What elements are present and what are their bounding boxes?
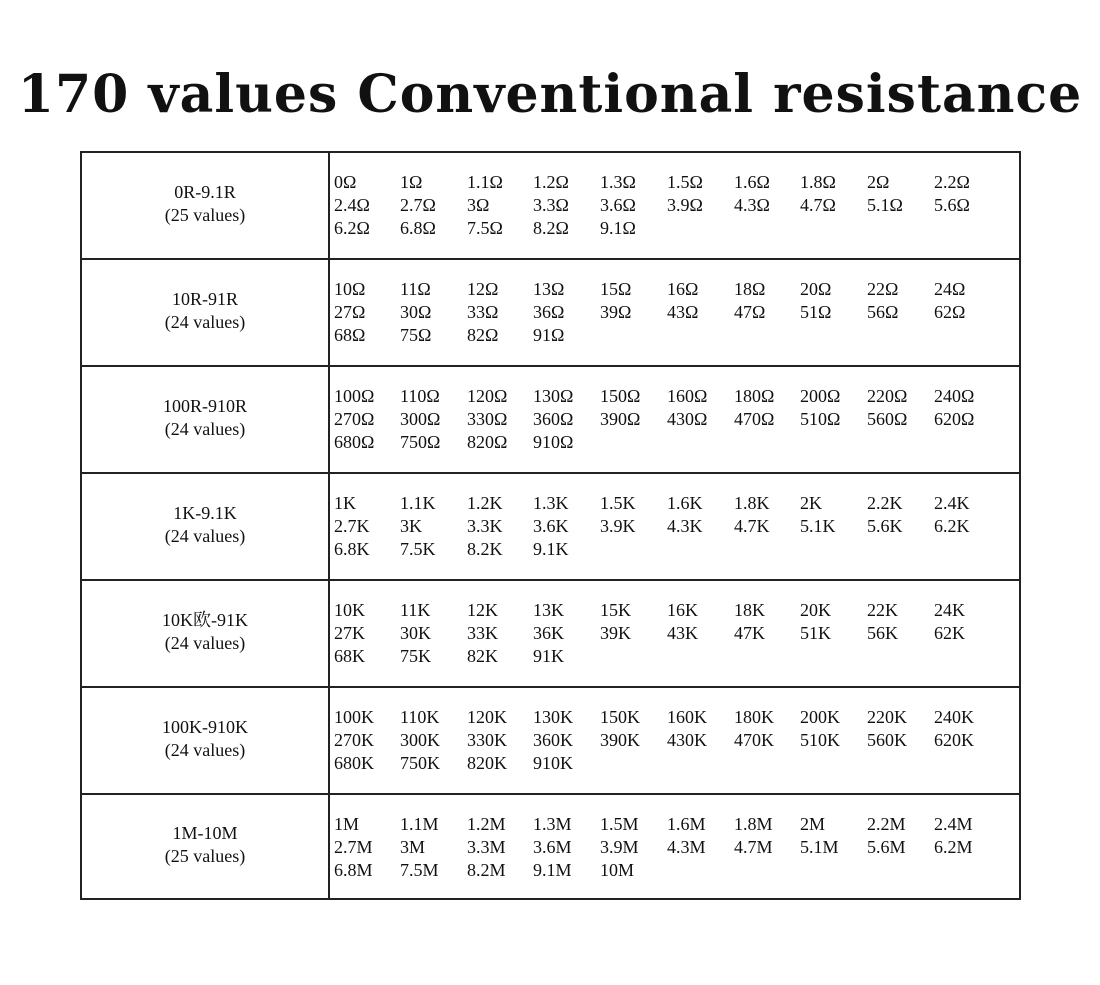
resistance-value: 2.2M	[867, 814, 906, 834]
table-row	[82, 581, 1019, 688]
resistance-value: 9.1M	[533, 860, 572, 880]
value-line	[334, 492, 1014, 515]
resistance-value: 11Ω	[400, 279, 431, 299]
values-cell	[332, 474, 1019, 579]
resistance-value: 1.6M	[667, 814, 706, 834]
resistance-value: 680Ω	[334, 432, 375, 452]
resistance-value: 22K	[867, 600, 898, 620]
resistance-value: 1.2Ω	[533, 172, 569, 192]
resistance-value: 4.7Ω	[800, 195, 836, 215]
values-cell	[332, 153, 1019, 258]
resistance-value: 150Ω	[600, 386, 641, 406]
resistance-value: 1.8Ω	[800, 172, 836, 192]
resistance-value: 150K	[600, 707, 640, 727]
resistance-value: 4.7K	[734, 516, 770, 536]
value-count: (25 values)	[164, 845, 246, 866]
resistance-value: 10Ω	[334, 279, 366, 299]
resistance-value: 1.6K	[667, 493, 703, 513]
resistance-value: 820Ω	[467, 432, 508, 452]
value-line	[334, 622, 1014, 645]
value-line	[334, 301, 1014, 324]
resistance-value: 5.1Ω	[867, 195, 903, 215]
resistance-value: 10K	[334, 600, 365, 620]
resistance-value: 6.8Ω	[400, 218, 436, 238]
resistance-value: 110K	[400, 707, 440, 727]
resistance-value: 390K	[600, 730, 640, 750]
values-cell	[332, 367, 1019, 472]
value-line	[334, 385, 1014, 408]
resistance-value: 3K	[400, 516, 422, 536]
range-cell	[82, 581, 330, 686]
resistance-value: 470Ω	[734, 409, 775, 429]
resistance-value: 27K	[334, 623, 365, 643]
resistance-value: 12K	[467, 600, 498, 620]
resistance-value: 30K	[400, 623, 431, 643]
resistance-value: 5.1M	[800, 837, 839, 857]
resistance-value: 3.3K	[467, 516, 503, 536]
value-line	[334, 538, 1014, 561]
resistance-value: 7.5Ω	[467, 218, 503, 238]
resistance-value: 6.8M	[334, 860, 373, 880]
resistance-value: 910K	[533, 753, 573, 773]
resistance-value: 1.8K	[734, 493, 770, 513]
resistance-value: 10M	[600, 860, 635, 880]
resistance-value: 1.2K	[467, 493, 503, 513]
resistance-value: 1.1Ω	[467, 172, 503, 192]
resistance-value: 16Ω	[667, 279, 699, 299]
resistance-value: 270K	[334, 730, 374, 750]
resistance-value: 1K	[334, 493, 356, 513]
resistance-value: 13K	[533, 600, 564, 620]
resistance-value: 2M	[800, 814, 826, 834]
resistance-value: 3.9Ω	[667, 195, 703, 215]
value-count: (24 values)	[164, 525, 246, 546]
resistance-value: 1.3K	[533, 493, 569, 513]
resistance-value: 470K	[734, 730, 774, 750]
range-label: 100K-910K	[162, 716, 248, 737]
resistance-value: 240K	[934, 707, 974, 727]
resistance-value: 5.6Ω	[934, 195, 970, 215]
resistance-value: 3.9K	[600, 516, 636, 536]
resistance-value: 39K	[600, 623, 631, 643]
resistance-value: 39Ω	[600, 302, 632, 322]
resistance-value: 430Ω	[667, 409, 708, 429]
resistance-value: 82K	[467, 646, 498, 666]
resistance-value: 1.5K	[600, 493, 636, 513]
values-cell	[332, 688, 1019, 793]
resistance-value: 8.2Ω	[533, 218, 569, 238]
resistance-value: 6.2K	[934, 516, 970, 536]
resistance-value: 130K	[533, 707, 573, 727]
table-row	[82, 795, 1019, 898]
resistance-value: 620K	[934, 730, 974, 750]
resistance-value: 6.2Ω	[334, 218, 370, 238]
resistance-value: 15Ω	[600, 279, 632, 299]
value-line	[334, 194, 1014, 217]
resistance-value: 1M	[334, 814, 360, 834]
resistance-value: 390Ω	[600, 409, 641, 429]
resistance-value: 3.6K	[533, 516, 569, 536]
resistance-value: 33Ω	[467, 302, 499, 322]
resistance-value: 360K	[533, 730, 573, 750]
page-title: 170 values Conventional resistance	[17, 64, 1083, 125]
resistance-value: 2.7Ω	[400, 195, 436, 215]
range-cell	[82, 474, 330, 579]
value-line	[334, 836, 1014, 859]
resistance-value: 330Ω	[467, 409, 508, 429]
resistance-value: 0Ω	[334, 172, 357, 192]
resistance-value: 220K	[867, 707, 907, 727]
value-line	[334, 859, 1014, 882]
resistance-value: 56Ω	[867, 302, 899, 322]
resistance-value: 75K	[400, 646, 431, 666]
range-label: 1K-9.1K	[173, 502, 237, 523]
range-cell	[82, 367, 330, 472]
resistance-value: 2Ω	[867, 172, 890, 192]
resistance-value: 24Ω	[934, 279, 966, 299]
value-count: (24 values)	[164, 311, 246, 332]
resistance-table	[80, 151, 1021, 900]
resistance-value: 18Ω	[734, 279, 766, 299]
resistance-value: 51Ω	[800, 302, 832, 322]
resistance-value: 180Ω	[734, 386, 775, 406]
resistance-value: 240Ω	[934, 386, 975, 406]
resistance-value: 36Ω	[533, 302, 565, 322]
resistance-value: 62Ω	[934, 302, 966, 322]
value-count: (24 values)	[164, 739, 246, 760]
resistance-value: 120Ω	[467, 386, 508, 406]
resistance-value: 750K	[400, 753, 440, 773]
resistance-value: 820K	[467, 753, 507, 773]
resistance-value: 68K	[334, 646, 365, 666]
resistance-value: 7.5M	[400, 860, 439, 880]
range-label: 100R-910R	[162, 395, 247, 416]
resistance-value: 51K	[800, 623, 831, 643]
resistance-value: 12Ω	[467, 279, 499, 299]
resistance-value: 510Ω	[800, 409, 841, 429]
resistance-value: 68Ω	[334, 325, 366, 345]
resistance-value: 1.5M	[600, 814, 639, 834]
resistance-value: 300K	[400, 730, 440, 750]
values-cell	[332, 581, 1019, 686]
resistance-value: 2.4Ω	[334, 195, 370, 215]
resistance-value: 1.5Ω	[667, 172, 703, 192]
resistance-value: 2.2Ω	[934, 172, 970, 192]
range-cell	[82, 688, 330, 793]
resistance-value: 2.7M	[334, 837, 373, 857]
resistance-value: 3.3Ω	[533, 195, 569, 215]
resistance-value: 330K	[467, 730, 507, 750]
resistance-value: 200Ω	[800, 386, 841, 406]
resistance-value: 1Ω	[400, 172, 423, 192]
resistance-value: 22Ω	[867, 279, 899, 299]
values-cell	[332, 795, 1019, 898]
resistance-value: 620Ω	[934, 409, 975, 429]
resistance-value: 33K	[467, 623, 498, 643]
resistance-value: 2.2K	[867, 493, 903, 513]
resistance-value: 6.8K	[334, 539, 370, 559]
value-line	[334, 278, 1014, 301]
resistance-value: 220Ω	[867, 386, 908, 406]
resistance-value: 270Ω	[334, 409, 375, 429]
resistance-value: 2.4M	[934, 814, 973, 834]
resistance-value: 1.1K	[400, 493, 436, 513]
resistance-value: 360Ω	[533, 409, 574, 429]
value-line	[334, 217, 1014, 240]
values-cell	[332, 260, 1019, 365]
resistance-value: 300Ω	[400, 409, 441, 429]
resistance-value: 3Ω	[467, 195, 490, 215]
resistance-value: 75Ω	[400, 325, 432, 345]
resistance-value: 4.3K	[667, 516, 703, 536]
resistance-value: 43Ω	[667, 302, 699, 322]
resistance-value: 3.6Ω	[600, 195, 636, 215]
table-row	[82, 688, 1019, 795]
range-cell	[82, 260, 330, 365]
resistance-value: 7.5K	[400, 539, 436, 559]
range-label: 1M-10M	[172, 822, 238, 843]
table-row	[82, 474, 1019, 581]
range-label: 10R-91R	[171, 288, 238, 309]
resistance-value: 110Ω	[400, 386, 440, 406]
resistance-value: 3.9M	[600, 837, 639, 857]
value-count: (24 values)	[164, 418, 246, 439]
resistance-value: 91Ω	[533, 325, 565, 345]
value-line	[334, 408, 1014, 431]
resistance-value: 200K	[800, 707, 840, 727]
resistance-value: 910Ω	[533, 432, 574, 452]
resistance-value: 8.2M	[467, 860, 506, 880]
value-line	[334, 752, 1014, 775]
resistance-value: 47Ω	[734, 302, 766, 322]
resistance-value: 3.6M	[533, 837, 572, 857]
resistance-value: 18K	[734, 600, 765, 620]
resistance-value: 160K	[667, 707, 707, 727]
resistance-value: 9.1Ω	[600, 218, 636, 238]
resistance-value: 1.3Ω	[600, 172, 636, 192]
resistance-value: 9.1K	[533, 539, 569, 559]
resistance-value: 1.2M	[467, 814, 506, 834]
value-line	[334, 599, 1014, 622]
resistance-value: 24K	[934, 600, 965, 620]
resistance-value: 4.3Ω	[734, 195, 770, 215]
resistance-value: 27Ω	[334, 302, 366, 322]
resistance-value: 4.7M	[734, 837, 773, 857]
resistance-value: 11K	[400, 600, 431, 620]
value-line	[334, 729, 1014, 752]
resistance-value: 2.4K	[934, 493, 970, 513]
range-label: 10K欧-91K	[162, 609, 248, 630]
resistance-value: 6.2M	[934, 837, 973, 857]
resistance-value: 560Ω	[867, 409, 908, 429]
resistance-value: 36K	[533, 623, 564, 643]
resistance-value: 120K	[467, 707, 507, 727]
resistance-value: 750Ω	[400, 432, 441, 452]
resistance-value: 47K	[734, 623, 765, 643]
table-row	[82, 153, 1019, 260]
value-count: (24 values)	[164, 632, 246, 653]
resistance-value: 1.6Ω	[734, 172, 770, 192]
range-cell	[82, 153, 330, 258]
value-line	[334, 645, 1014, 668]
resistance-value: 2.7K	[334, 516, 370, 536]
value-line	[334, 515, 1014, 538]
resistance-value: 180K	[734, 707, 774, 727]
resistance-value: 56K	[867, 623, 898, 643]
resistance-value: 62K	[934, 623, 965, 643]
resistance-value: 43K	[667, 623, 698, 643]
value-line	[334, 324, 1014, 347]
resistance-value: 430K	[667, 730, 707, 750]
resistance-value: 16K	[667, 600, 698, 620]
resistance-value: 100Ω	[334, 386, 375, 406]
resistance-value: 13Ω	[533, 279, 565, 299]
resistance-value: 510K	[800, 730, 840, 750]
table-row	[82, 367, 1019, 474]
range-cell	[82, 795, 330, 898]
resistance-value: 15K	[600, 600, 631, 620]
value-count: (25 values)	[164, 204, 246, 225]
resistance-value: 5.1K	[800, 516, 836, 536]
resistance-value: 3M	[400, 837, 426, 857]
table-row	[82, 260, 1019, 367]
resistance-value: 20K	[800, 600, 831, 620]
range-label: 0R-9.1R	[174, 181, 236, 202]
resistance-value: 30Ω	[400, 302, 432, 322]
value-line	[334, 706, 1014, 729]
value-line	[334, 431, 1014, 454]
resistance-value: 560K	[867, 730, 907, 750]
resistance-value: 5.6K	[867, 516, 903, 536]
resistance-value: 4.3M	[667, 837, 706, 857]
resistance-value: 2K	[800, 493, 822, 513]
resistance-value: 1.8M	[734, 814, 773, 834]
resistance-value: 8.2K	[467, 539, 503, 559]
resistance-value: 160Ω	[667, 386, 708, 406]
resistance-value: 130Ω	[533, 386, 574, 406]
resistance-value: 3.3M	[467, 837, 506, 857]
value-line	[334, 171, 1014, 194]
resistance-value: 91K	[533, 646, 564, 666]
resistance-value: 20Ω	[800, 279, 832, 299]
resistance-value: 680K	[334, 753, 374, 773]
resistance-value: 82Ω	[467, 325, 499, 345]
resistance-value: 100K	[334, 707, 374, 727]
resistance-value: 5.6M	[867, 837, 906, 857]
value-line	[334, 813, 1014, 836]
resistance-value: 1.1M	[400, 814, 439, 834]
resistance-value: 1.3M	[533, 814, 572, 834]
